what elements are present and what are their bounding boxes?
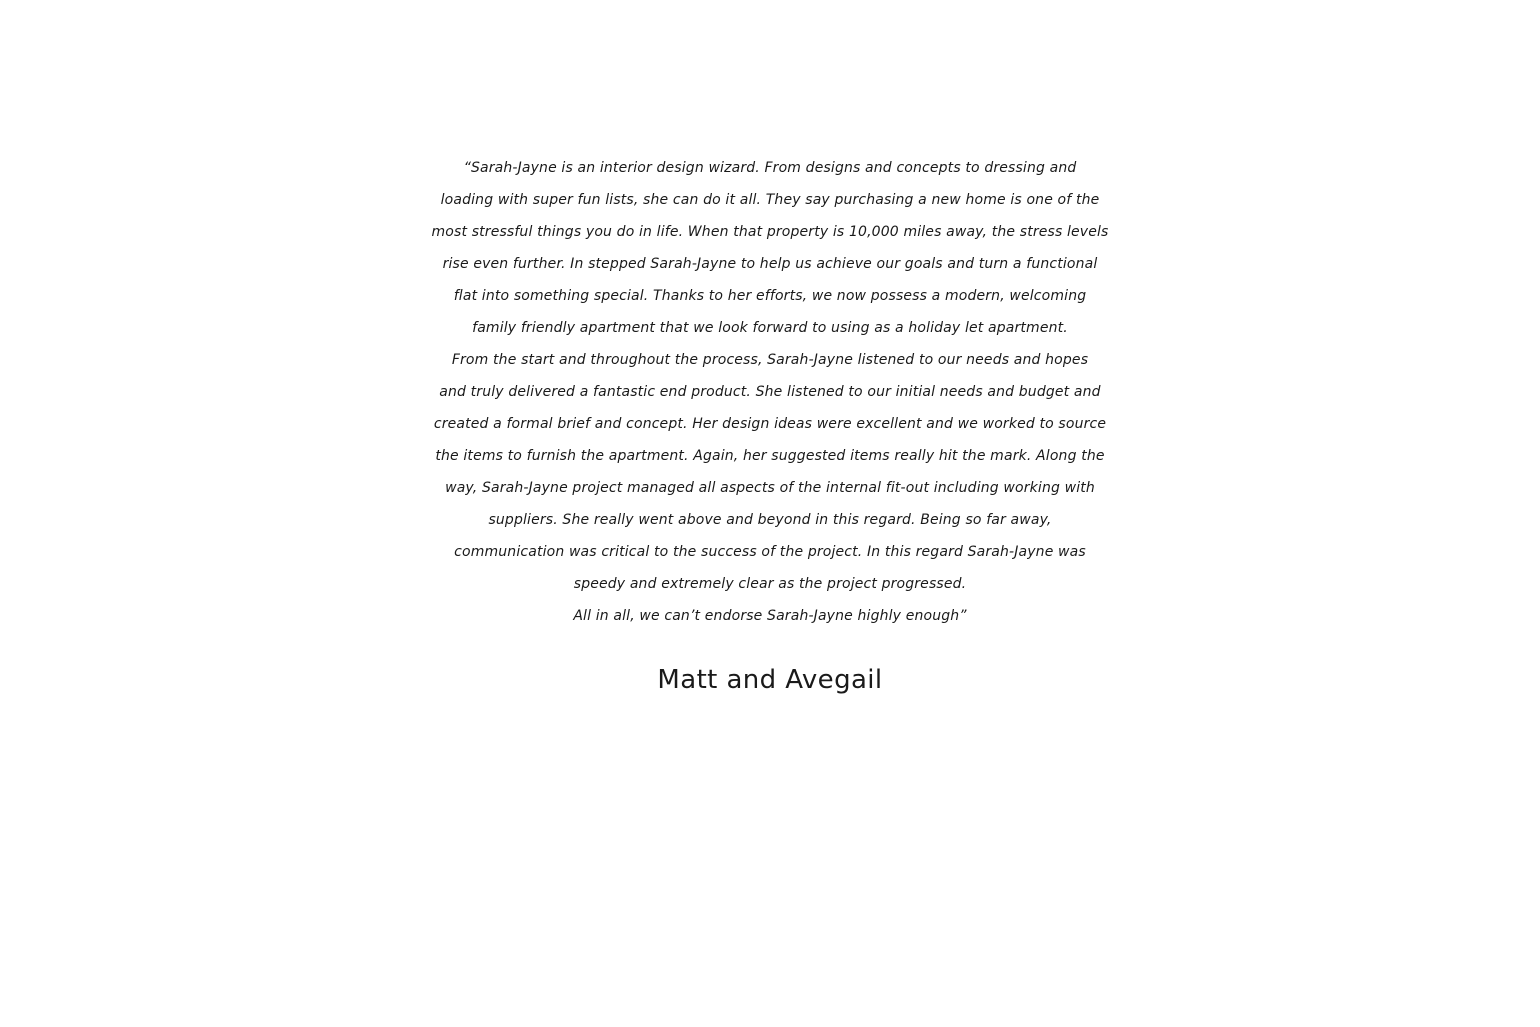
testimonial-block	[0, 152, 1540, 696]
testimonial-author: Matt and Avegail	[657, 665, 883, 695]
quote-line: speedy and extremely clear as the project progressed.	[573, 576, 967, 592]
quote-line: suppliers. She really went above and beyond in this regard. Being so far away,	[488, 512, 1052, 528]
quote-line: communication was critical to the success of the project. In this regard Sarah-Jayne was	[454, 544, 1086, 560]
quote-line: created a formal brief and concept. Her design ideas were excellent and we worked to source	[433, 416, 1107, 432]
quote-line: All in all, we can’t endorse Sarah-Jayne highly enough”	[573, 608, 967, 624]
quote-line: most stressful things you do in life. When that property is 10,000 miles away, the stress levels	[431, 224, 1109, 240]
quote-line: “Sarah-Jayne is an interior design wizard. From designs and concepts to dressing and	[463, 160, 1077, 176]
testimonial-quote	[0, 152, 1540, 632]
quote-line: family friendly apartment that we look forward to using as a holiday let apartment.	[472, 320, 1068, 336]
quote-line: flat into something special. Thanks to her efforts, we now possess a modern, welcoming	[453, 288, 1087, 304]
quote-line: and truly delivered a fantastic end product. She listened to our initial needs and budget and	[439, 384, 1101, 400]
quote-line: loading with super fun lists, she can do it all. They say purchasing a new home is one of the	[440, 192, 1100, 208]
quote-line: the items to furnish the apartment. Again, her suggested items really hit the mark. Along the	[435, 448, 1105, 464]
quote-line: rise even further. In stepped Sarah-Jayne to help us achieve our goals and turn a functional	[442, 256, 1098, 272]
quote-line: way, Sarah-Jayne project managed all aspects of the internal fit-out including working with	[445, 480, 1095, 496]
quote-line: From the start and throughout the process, Sarah-Jayne listened to our needs and hopes	[451, 352, 1089, 368]
